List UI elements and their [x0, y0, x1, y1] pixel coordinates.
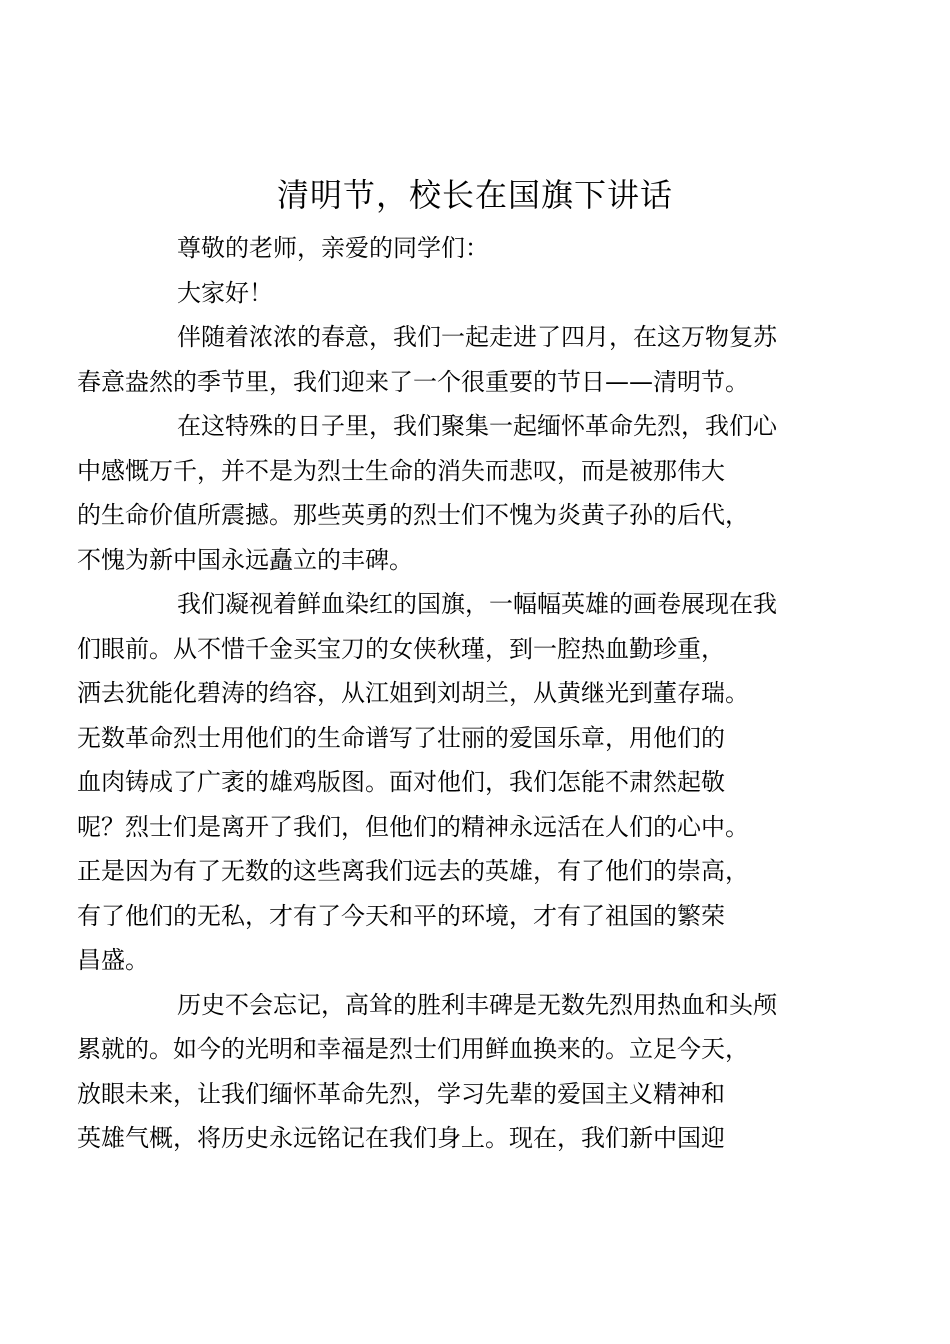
text-line: 昌盛。 — [77, 946, 149, 974]
text-line: 呢？烈士们是离开了我们，但他们的精神永远活在人们的心中。 — [77, 812, 749, 841]
text-line: 中感慨万千，并不是为烈士生命的消失而悲叹，而是被那伟大 — [77, 456, 725, 485]
text-line: 的生命价值所震撼。那些英勇的烈士们不愧为炎黄子孙的后代， — [77, 501, 749, 529]
text-line: 不愧为新中国永远矗立的丰碑。 — [77, 545, 413, 574]
body-paragraph-3 — [77, 582, 857, 983]
text-line: 累就的。如今的光明和幸福是烈士们用鲜血换来的。立足今天， — [77, 1035, 749, 1063]
text-line: 血肉铸成了广袤的雄鸡版图。面对他们，我们怎能不肃然起敬 — [77, 768, 725, 796]
text-line: 伴随着浓浓的春意，我们一起走进了四月，在这万物复苏 — [177, 323, 777, 351]
text-line: 我们凝视着鲜血染红的国旗，一幅幅英雄的画卷展现在我 — [177, 590, 777, 618]
text-line: 正是因为有了无数的这些离我们远去的英雄，有了他们的崇高， — [77, 857, 749, 885]
text-line: 洒去犹能化碧涛的绉容，从江姐到刘胡兰，从黄继光到董存瑞。 — [77, 679, 749, 707]
text-line: 无数革命烈士用他们的生命谱写了壮丽的爱国乐章，用他们的 — [77, 723, 725, 752]
text-line: 春意盎然的季节里，我们迎来了一个很重要的节日——清明节。 — [77, 367, 749, 396]
text-line: 在这特殊的日子里，我们聚集一起缅怀革命先烈，我们心 — [177, 412, 777, 440]
document-body — [77, 226, 857, 1161]
text-line: 们眼前。从不惜千金买宝刀的女侠秋瑾，到一腔热血勤珍重， — [77, 634, 725, 663]
text-line: 尊敬的老师，亲爱的同学们： — [177, 234, 489, 262]
text-line: 大家好！ — [177, 278, 273, 307]
document-title: 清明节，校长在国旗下讲话 — [276, 176, 673, 214]
salutation-paragraph — [127, 226, 857, 271]
greeting-paragraph — [127, 271, 857, 316]
body-paragraph-2 — [77, 404, 857, 582]
body-paragraph-1 — [77, 315, 857, 404]
text-line: 有了他们的无私，才有了今天和平的环境，才有了祖国的繁荣 — [77, 901, 725, 930]
text-line: 放眼未来，让我们缅怀革命先烈，学习先辈的爱国主义精神和 — [77, 1079, 725, 1108]
text-line: 英雄气概，将历史永远铭记在我们身上。现在，我们新中国迎 — [77, 1124, 725, 1152]
body-paragraph-4 — [77, 983, 857, 1161]
text-line: 历史不会忘记，高耸的胜利丰碑是无数先烈用热血和头颅 — [177, 990, 777, 1019]
